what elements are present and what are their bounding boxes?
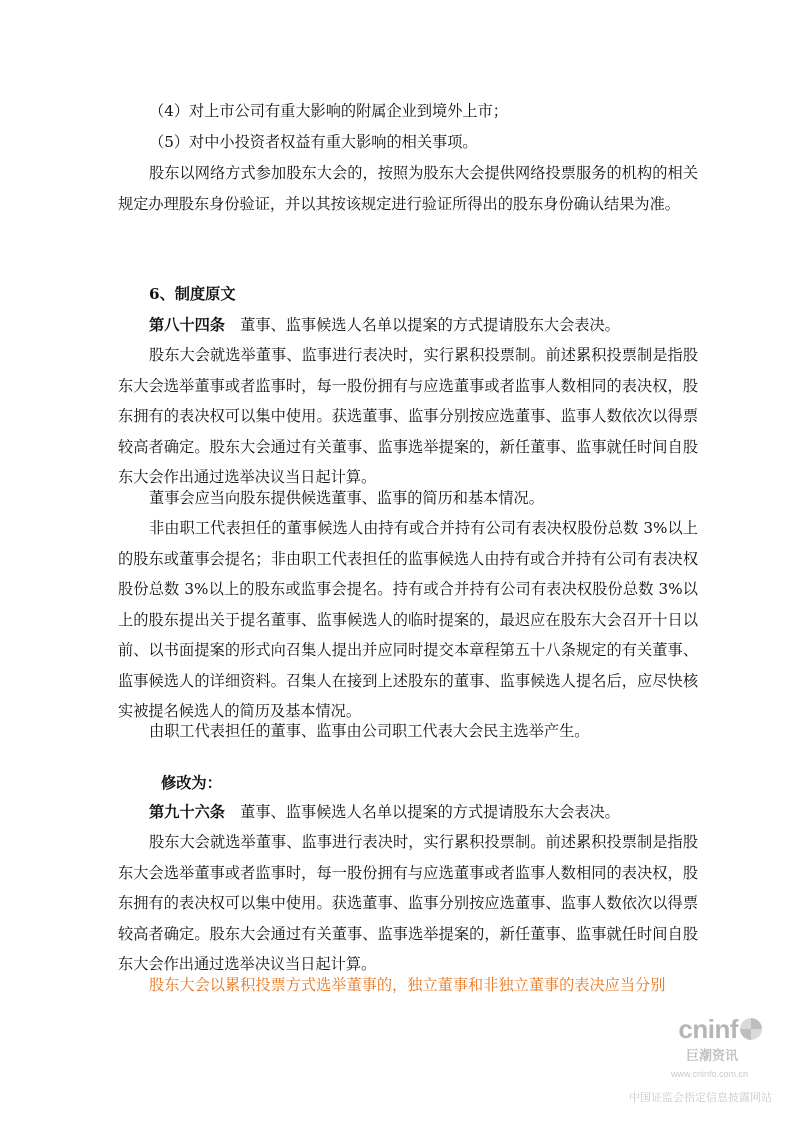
paragraph-cumulative-voting-original: 股东大会就选举董事、监事进行表决时，实行累积投票制。前述累积投票制是指股东大会选举董事或者监事时，每一股份拥有与应选董事或者监事人数相同的表决权，股东拥有的表决权可以集中使用。获选董事、监事分别按应选董事、监事人数依次以得票较高者确定。股东大会通过有关董事、监事选举提案的，新任董事、监事就任时间自股东大会作出通过选举决议当日起计算。 [118,346,698,486]
article-84 [118,310,698,341]
cninfo-logo [678,1013,762,1045]
paragraph-item-4: （4）对上市公司有重大影响的附属企业到境外上市； [149,102,508,120]
paragraph-nomination: 非由职工代表担任的董事候选人由持有或合并持有公司有表决权股份总数 3%以上的股东或董事会提名；非由职工代表担任的监事候选人由持有或合并持有公司有表决权股份总数 3%以上的股东或监事会提名。持有或合并持有公司有表决权股份总数 3%以上的股东提出关于提名董事、监事候选人的临时提案的，最迟应在股东大会召开十日以前、以书面提案的形式向召集人提出并应同时提交本章程第五十八条规定的有关董事、监事候选人的详细资料。召集人在接到上述股东的董事、监事候选人提名后，应尽快核实被提名候选人的简历及基本情况。 [118,519,698,720]
section-heading-modified: 修改为： [161,774,222,792]
cninfo-logo-text: cninf [678,1013,738,1044]
paragraph-network-voting: 股东以网络方式参加股东大会的，按照为股东大会提供网络投票服务的机构的相关规定办理股东身份验证，并以其按该规定进行验证所得出的股东身份确认结果为准。 [118,164,698,213]
paragraph-board-info: 董事会应当向股东提供候选董事、监事的简历和基本情况。 [149,489,544,507]
cninfo-url: www.cninfo.com.cn [670,1069,748,1079]
cninfo-watermark [622,1013,772,1109]
cninfo-org-text: 中国证监会指定信息披露网站 [629,1092,772,1104]
article-96 [118,797,698,828]
article-96-title: 第九十六条 [149,803,225,821]
paragraph-item-5: （5）对中小投资者权益有重大影响的相关事项。 [149,133,478,151]
article-96-text: 董事、监事候选人名单以提案的方式提请股东大会表决。 [224,803,620,821]
paragraph-highlight-added: 股东大会以累积投票方式选举董事的，独立董事和非独立董事的表决应当分别 [149,976,666,994]
paragraph-employee-representatives: 由职工代表担任的董事、监事由公司职工代表大会民主选举产生。 [149,722,590,740]
section-heading-original: 6、制度原文 [149,285,236,303]
cninfo-swirl-icon [740,1018,762,1040]
paragraph-cumulative-voting-modified: 股东大会就选举董事、监事进行表决时，实行累积投票制。前述累积投票制是指股东大会选举董事或者监事时，每一股份拥有与应选董事或者监事人数相同的表决权，股东拥有的表决权可以集中使用。获选董事、监事分别按应选董事、监事人数依次以得票较高者确定。股东大会通过有关董事、监事选举提案的，新任董事、监事就任时间自股东大会作出通过选举决议当日起计算。 [118,833,698,973]
article-84-text: 董事、监事候选人名单以提案的方式提请股东大会表决。 [224,316,620,334]
cninfo-brand-cn: 巨潮资讯 [685,1048,738,1063]
article-84-title: 第八十四条 [149,316,225,334]
